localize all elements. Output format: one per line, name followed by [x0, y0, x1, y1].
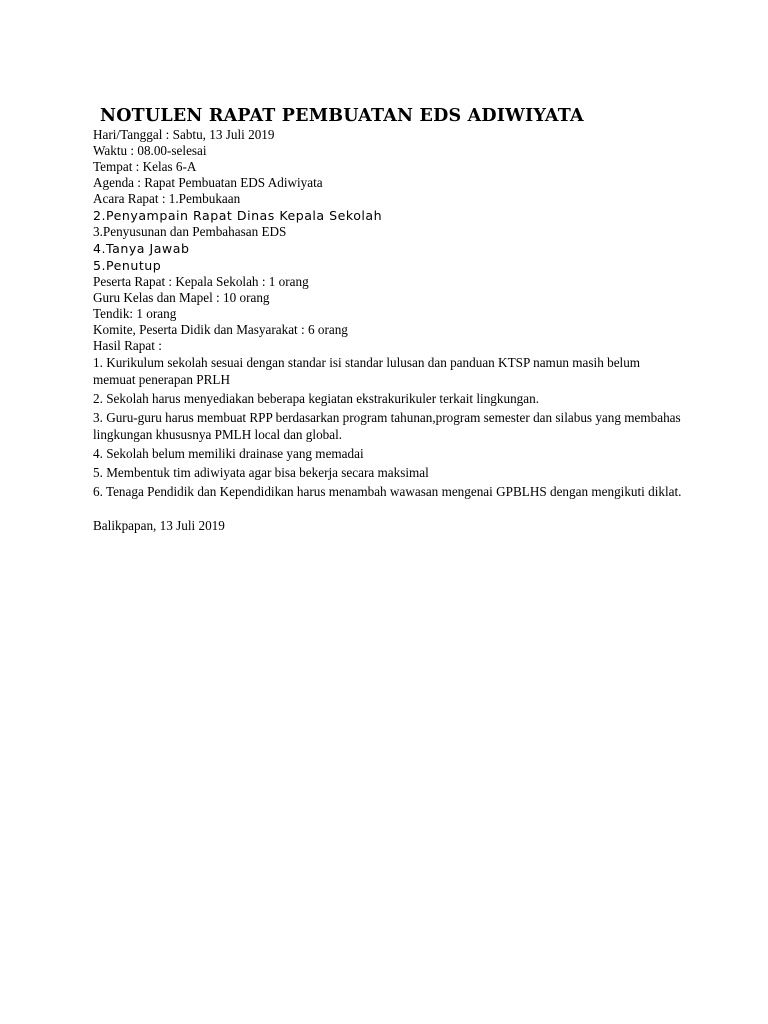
program-item: 2.Penyampain Rapat Dinas Kepala Sekolah [93, 208, 383, 223]
document-title: NOTULEN RAPAT PEMBUATAN EDS ADIWIYATA [100, 106, 584, 126]
program-line: Acara Rapat : 1.Pembukaan [93, 191, 241, 206]
spacer [93, 502, 683, 518]
program-item: 3.Penyusunan dan Pembahasan EDS [93, 224, 287, 239]
meeting-minutes [93, 105, 683, 534]
date-line: Hari/Tanggal : Sabtu, 13 Juli 2019 [93, 127, 275, 142]
participant-line: Peserta Rapat : Kepala Sekolah : 1 orang [93, 274, 309, 289]
result-item: 3. Guru-guru harus membuat RPP berdasarkan program tahunan,program semester dan silabus yang membahas lingkungan khususnya PMLH local dan global. [93, 410, 681, 442]
agenda-line: Agenda : Rapat Pembuatan EDS Adiwiyata [93, 175, 323, 190]
result-item: 1. Kurikulum sekolah sesuai dengan standar isi standar lulusan dan panduan KTSP namun masih belum memuat penerapan PRLH [93, 355, 641, 387]
result-item: 5. Membentuk tim adiwiyata agar bisa bekerja secara maksimal [93, 465, 429, 480]
time-line: Waktu : 08.00-selesai [93, 143, 207, 158]
result-item: 4. Sekolah belum memiliki drainase yang memadai [93, 446, 364, 461]
place-date-line: Balikpapan, 13 Juli 2019 [93, 518, 225, 533]
program-item: 4.Tanya Jawab [93, 241, 190, 256]
result-item: 6. Tenaga Pendidik dan Kependidikan harus menambah wawasan mengenai GPBLHS dengan mengikuti diklat. [93, 484, 682, 499]
participant-line: Tendik: 1 orang [93, 306, 177, 321]
result-item: 2. Sekolah harus menyediakan beberapa kegiatan ekstrakurikuler terkait lingkungan. [93, 391, 540, 406]
program-item: 5.Penutup [93, 258, 162, 273]
participant-line: Guru Kelas dan Mapel : 10 orang [93, 290, 270, 305]
results-heading: Hasil Rapat : [93, 338, 162, 353]
place-line: Tempat : Kelas 6-A [93, 159, 197, 174]
participant-line: Komite, Peserta Didik dan Masyarakat : 6 orang [93, 322, 348, 337]
